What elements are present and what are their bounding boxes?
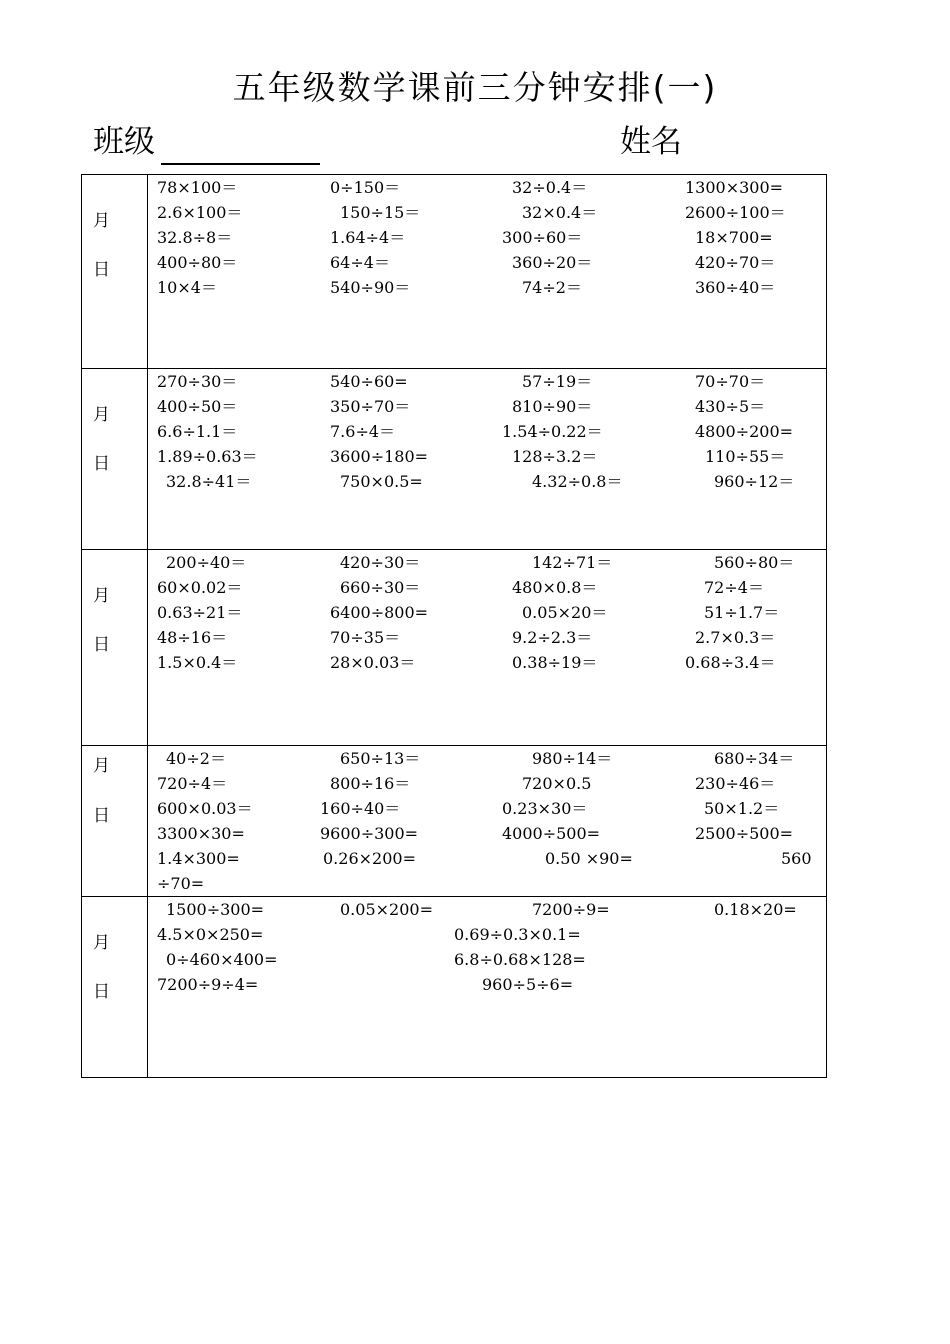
- math-problem: 540÷60=: [330, 372, 408, 391]
- problem-row: [82, 575, 826, 600]
- math-problem: 2.7×0.3＝: [695, 628, 776, 647]
- math-problem: 200÷40＝: [166, 553, 247, 572]
- name-label: 姓名: [620, 124, 682, 160]
- day-label: 日: [93, 454, 110, 474]
- math-problem: 0.05×20＝: [522, 603, 608, 622]
- problem-row: [82, 821, 826, 846]
- problem-row: [82, 771, 826, 796]
- math-problem: 0.68÷3.4＝: [685, 653, 776, 672]
- math-problem: 70÷35＝: [330, 628, 401, 647]
- math-problem: 360÷40＝: [695, 278, 776, 297]
- math-problem: ÷70=: [157, 874, 205, 893]
- math-problem: 960÷12＝: [714, 472, 795, 491]
- math-problem: 6400÷800=: [330, 603, 429, 622]
- month-label: 月: [93, 405, 110, 425]
- practice-block: [82, 745, 826, 896]
- math-problem: 4800÷200=: [695, 422, 794, 441]
- math-problem: 1.5×0.4＝: [157, 653, 238, 672]
- math-problem: 420÷70＝: [695, 253, 776, 272]
- math-problem: 430÷5＝: [695, 397, 766, 416]
- math-problem: 110÷55＝: [705, 447, 786, 466]
- math-problem: 0.50 ×90=: [545, 849, 633, 868]
- math-problem: 560: [781, 849, 812, 868]
- math-problem: 1.64÷4＝: [330, 228, 406, 247]
- problem-row: [82, 419, 826, 444]
- math-problem: 480×0.8＝: [512, 578, 598, 597]
- math-problem: 4.5×0×250=: [157, 925, 264, 944]
- problem-row: [82, 175, 826, 200]
- math-problem: 7200÷9÷4=: [157, 975, 259, 994]
- math-problem: 18×700=: [695, 228, 773, 247]
- math-problem: 51÷1.7＝: [704, 603, 780, 622]
- math-problem: 6.6÷1.1＝: [157, 422, 238, 441]
- math-problem: 1.54÷0.22＝: [502, 422, 603, 441]
- practice-block: [82, 175, 826, 368]
- problem-row: [82, 846, 826, 871]
- math-problem: 9.2÷2.3＝: [512, 628, 593, 647]
- math-problem: 980÷14＝: [532, 749, 613, 768]
- math-problem: 0.26×200=: [323, 849, 416, 868]
- math-problem: 0÷150＝: [330, 178, 401, 197]
- problem-row: [82, 897, 826, 922]
- math-problem: 32÷0.4＝: [512, 178, 588, 197]
- page-title: 五年级数学课前三分钟安排(一): [232, 68, 718, 107]
- problem-row: [82, 394, 826, 419]
- math-problem: 600×0.03＝: [157, 799, 253, 818]
- practice-sheet: [81, 174, 827, 1078]
- math-problem: 0.63÷21＝: [157, 603, 243, 622]
- problem-row: [82, 625, 826, 650]
- math-problem: 28×0.03＝: [330, 653, 416, 672]
- math-problem: 0.05×200=: [340, 900, 433, 919]
- math-problem: 32×0.4＝: [522, 203, 598, 222]
- month-label: 月: [93, 933, 110, 953]
- math-problem: 800÷16＝: [330, 774, 411, 793]
- math-problem: 2500÷500=: [695, 824, 794, 843]
- math-problem: 57÷19＝: [522, 372, 593, 391]
- math-problem: 420÷30＝: [340, 553, 421, 572]
- problem-row: [82, 369, 826, 394]
- problem-row: [82, 947, 826, 972]
- math-problem: 230÷46＝: [695, 774, 776, 793]
- math-problem: 40÷2＝: [166, 749, 226, 768]
- math-problem: 2.6×100＝: [157, 203, 243, 222]
- math-problem: 400÷50＝: [157, 397, 238, 416]
- problem-row: [82, 871, 826, 896]
- problem-row: [82, 250, 826, 275]
- math-problem: 3600÷180=: [330, 447, 429, 466]
- math-problem: 400÷80＝: [157, 253, 238, 272]
- math-problem: 360÷20＝: [512, 253, 593, 272]
- problem-row: [82, 600, 826, 625]
- month-label: 月: [93, 756, 110, 776]
- math-problem: 72÷4＝: [704, 578, 764, 597]
- day-label: 日: [93, 982, 110, 1002]
- math-problem: 270÷30＝: [157, 372, 238, 391]
- math-problem: 9600÷300=: [320, 824, 419, 843]
- problem-row: [82, 225, 826, 250]
- math-problem: 160÷40＝: [320, 799, 401, 818]
- math-problem: 0.18×20=: [714, 900, 797, 919]
- math-problem: 680÷34＝: [714, 749, 795, 768]
- math-problem: 4.32÷0.8＝: [532, 472, 623, 491]
- math-problem: 540÷90＝: [330, 278, 411, 297]
- practice-block: [82, 549, 826, 745]
- problem-row: [82, 444, 826, 469]
- math-problem: 32.8÷41＝: [166, 472, 252, 491]
- math-problem: 64÷4＝: [330, 253, 390, 272]
- math-problem: 1300×300=: [685, 178, 784, 197]
- class-label: 班级: [93, 124, 155, 160]
- math-problem: 3300×30=: [157, 824, 245, 843]
- problem-row: [82, 650, 826, 675]
- problem-row: [82, 746, 826, 771]
- math-problem: 960÷5÷6=: [482, 975, 574, 994]
- math-problem: 10×4＝: [157, 278, 217, 297]
- math-problem: 650÷13＝: [340, 749, 421, 768]
- problem-row: [82, 550, 826, 575]
- day-label: 日: [93, 806, 110, 826]
- math-problem: 0.38÷19＝: [512, 653, 598, 672]
- practice-block: [82, 368, 826, 549]
- math-problem: 750×0.5=: [340, 472, 423, 491]
- math-problem: 0÷460×400=: [166, 950, 278, 969]
- problem-row: [82, 796, 826, 821]
- math-problem: 128÷3.2＝: [512, 447, 598, 466]
- math-problem: 4000÷500=: [502, 824, 601, 843]
- month-label: 月: [93, 211, 110, 231]
- math-problem: 720÷4＝: [157, 774, 228, 793]
- math-problem: 70÷70＝: [695, 372, 766, 391]
- problem-row: [82, 922, 826, 947]
- math-problem: 78×100＝: [157, 178, 238, 197]
- math-problem: 150÷15＝: [340, 203, 421, 222]
- math-problem: 300÷60＝: [502, 228, 583, 247]
- math-problem: 660÷30＝: [340, 578, 421, 597]
- math-problem: 720×0.5: [522, 774, 592, 793]
- problem-row: [82, 200, 826, 225]
- math-problem: 50×1.2＝: [704, 799, 780, 818]
- class-blank-line: [161, 163, 320, 165]
- math-problem: 6.8÷0.68×128=: [454, 950, 586, 969]
- math-problem: 48÷16＝: [157, 628, 228, 647]
- math-problem: 810÷90＝: [512, 397, 593, 416]
- day-label: 日: [93, 635, 110, 655]
- math-problem: 1.4×300=: [157, 849, 240, 868]
- math-problem: 7200÷9=: [532, 900, 610, 919]
- month-label: 月: [93, 586, 110, 606]
- problem-row: [82, 972, 826, 997]
- math-problem: 2600÷100＝: [685, 203, 786, 222]
- day-label: 日: [93, 260, 110, 280]
- problem-row: [82, 275, 826, 300]
- math-problem: 560÷80＝: [714, 553, 795, 572]
- math-problem: 60×0.02＝: [157, 578, 243, 597]
- math-problem: 0.69÷0.3×0.1=: [454, 925, 581, 944]
- math-problem: 32.8÷8＝: [157, 228, 233, 247]
- math-problem: 142÷71＝: [532, 553, 613, 572]
- problem-row: [82, 469, 826, 494]
- math-problem: 1.89÷0.63＝: [157, 447, 258, 466]
- math-problem: 0.23×30＝: [502, 799, 588, 818]
- math-problem: 350÷70＝: [330, 397, 411, 416]
- math-problem: 1500÷300=: [166, 900, 265, 919]
- practice-block: [82, 896, 826, 1077]
- math-problem: 74÷2＝: [522, 278, 582, 297]
- math-problem: 7.6÷4＝: [330, 422, 396, 441]
